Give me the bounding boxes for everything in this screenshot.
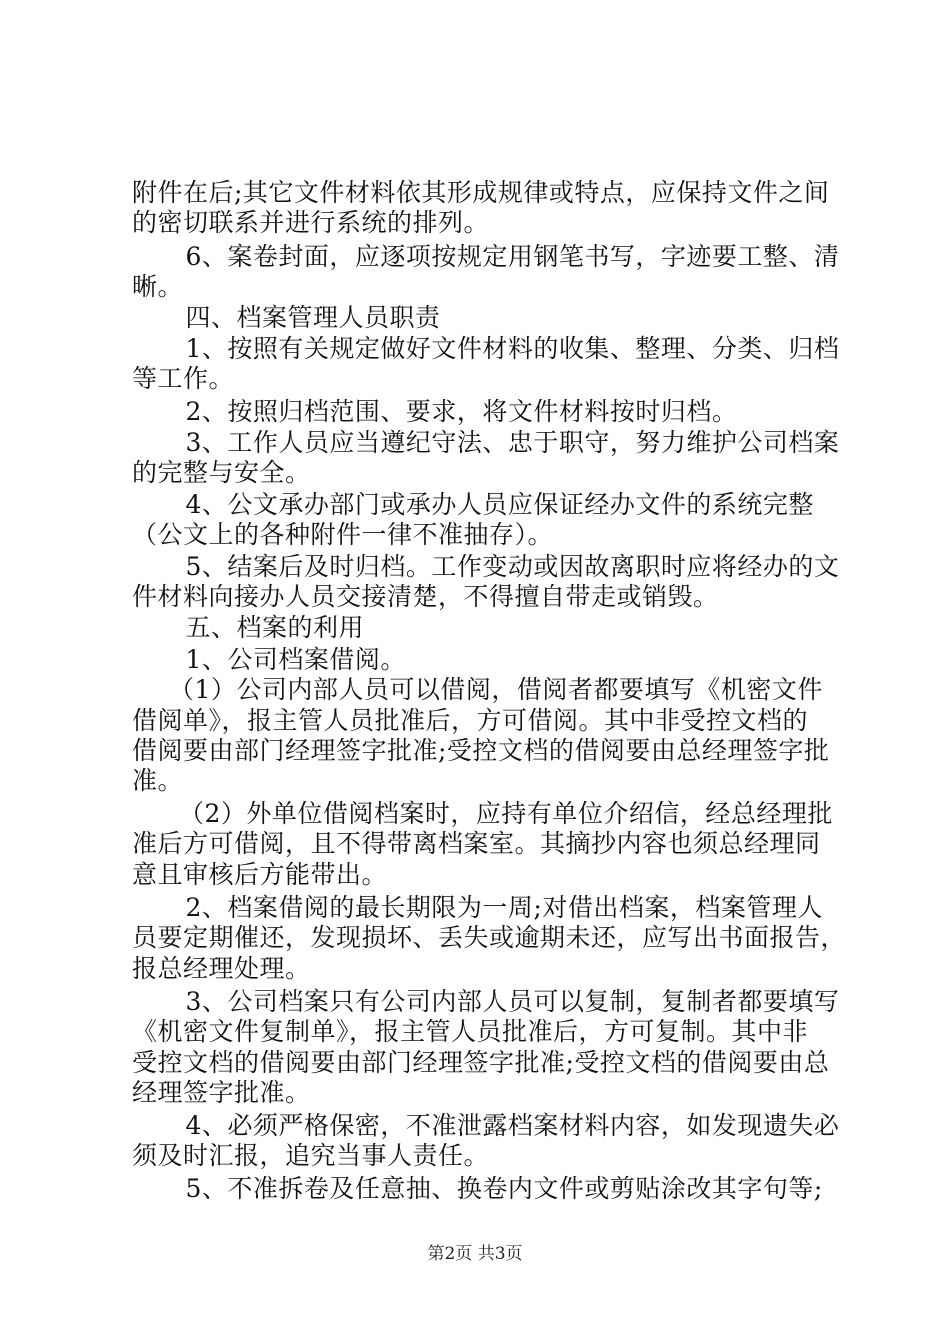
text-line: 晰。: [132, 272, 184, 301]
text-line: （1）公司内部人员可以借阅，借阅者都要填写《机密文件: [156, 675, 823, 704]
text-line: 2、按照归档范围、要求，将文件材料按时归档。: [160, 397, 738, 426]
text-line: 须及时汇报，追究当事人责任。: [132, 1141, 490, 1170]
text-line: 1、公司档案借阅。: [160, 645, 406, 674]
text-line: 2、档案借阅的最长期限为一周;对借出档案，档案管理人: [160, 893, 823, 922]
text-line: 五、档案的利用: [160, 613, 365, 642]
text-line: 借阅要由部门经理签字批准;受控文档的借阅要由总经理签字批: [132, 736, 830, 765]
text-line: （公文上的各种附件一律不准抽存）。: [132, 520, 554, 549]
text-line: 受控文档的借阅要由部门经理签字批准;受控文档的借阅要由总: [132, 1048, 830, 1077]
text-line: 意且审核后方能带出。: [132, 860, 388, 889]
page-footer: 第2页 共3页: [427, 1244, 523, 1264]
text-line: 准。: [132, 766, 184, 795]
text-line: 4、公文承办部门或承办人员应保证经办文件的系统完整: [160, 490, 814, 519]
text-line: 5、结案后及时归档。工作变动或因故离职时应将经办的文: [160, 552, 840, 581]
text-line: 4、必须严格保密，不准泄露档案材料内容，如发现遗失必: [160, 1111, 840, 1140]
text-line: 经理签字批准。: [132, 1078, 311, 1107]
text-line: 等工作。: [132, 364, 235, 393]
text-line: 附件在后;其它文件材料依其形成规律或特点，应保持文件之间: [132, 178, 830, 207]
text-line: 四、档案管理人员职责: [160, 303, 441, 332]
text-line: 员要定期催还，发现损坏、丢失或逾期未还，应写出书面报告，: [132, 923, 847, 952]
text-line: 借阅单》，报主管人员批准后，方可借阅。其中非受控文档的: [132, 706, 809, 735]
text-line: 准后方可借阅，且不得带离档案室。其摘抄内容也须总经理同: [132, 829, 821, 858]
text-line: 件材料向接办人员交接清楚，不得擅自带走或销毁。: [132, 582, 719, 611]
text-line: 报总经理处理。: [132, 954, 311, 983]
text-line: 3、公司档案只有公司内部人员可以复制，复制者都要填写: [160, 987, 840, 1016]
text-line: 的完整与安全。: [132, 458, 311, 487]
text-line: 5、不准拆卷及任意抽、换卷内文件或剪贴涂改其字句等;: [160, 1174, 823, 1203]
text-line: 1、按照有关规定做好文件材料的收集、整理、分类、归档: [160, 334, 840, 363]
text-line: （2）外单位借阅档案时，应持有单位介绍信，经总经理批: [166, 799, 833, 828]
text-line: 《机密文件复制单》，报主管人员批准后，方可复制。其中非: [132, 1017, 809, 1046]
text-line: 6、案卷封面，应逐项按规定用钢笔书写，字迹要工整、清: [160, 242, 840, 271]
text-line: 3、工作人员应当遵纪守法、忠于职守，努力维护公司档案: [160, 428, 840, 457]
text-line: 的密切联系并进行系统的排列。: [132, 208, 490, 237]
